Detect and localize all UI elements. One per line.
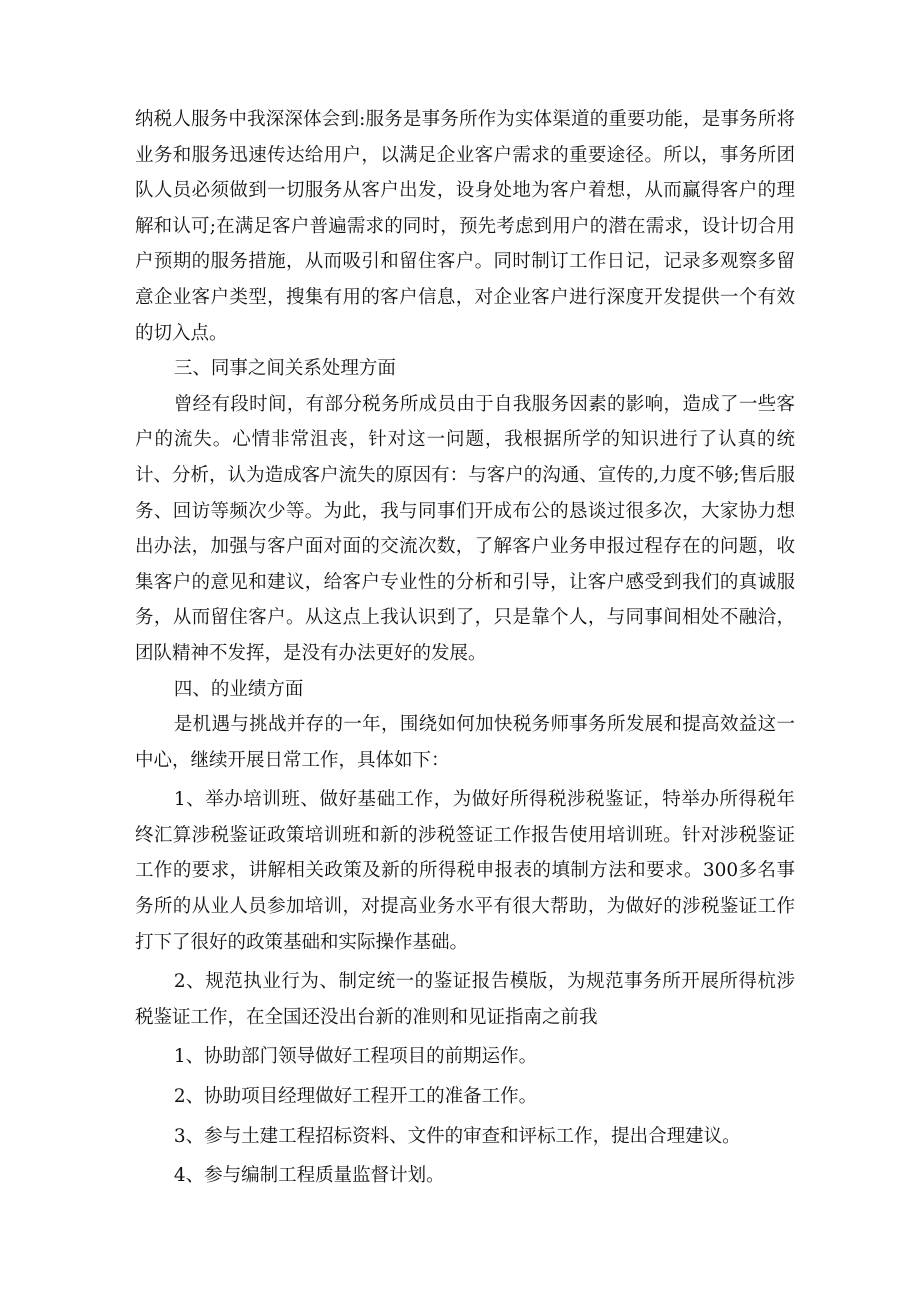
heading-performance: 四、的业绩方面 <box>173 678 304 700</box>
document-body <box>135 102 795 1194</box>
list-item-1: 1、协助部门领导做好工程项目的前期运作。 <box>173 1046 538 1068</box>
paragraph-customer-loss: 曾经有段时间，有部分税务所成员由于自我服务因素的影响，造成了一些客户的流失。心情非常沮丧，针对这一问题，我根据所学的知识进行了认真的统计、分析，认为造成客户流失的原因有：与客户的沟通、宣传的,力度不够;售后服务、回访等频次少等。为此，我与同事们开成布公的恳谈过很多次，大家协力想出办法，加强与客户面对面的交流次数，了解客户业务申报过程存在的问题，收集客户的意见和建议，给客户专业性的分析和引导，让客户感受到我们的真诚服务，从而留住客户。从这点上我认识到了，只是靠个人，与同事间相处不融洽，团队精神不发挥，是没有办法更好的发展。 <box>135 393 795 664</box>
paragraph-report-template: 2、规范执业行为、制定统一的鉴证报告模版，为规范事务所开展所得杭涉税鉴证工作，在全国还没出台新的准则和见证指南之前我 <box>135 971 795 1028</box>
paragraph-training: 1、举办培训班、做好基础工作，为做好所得税涉税鉴证，特举办所得税年终汇算涉税鉴证政策培训班和新的涉税签证工作报告使用培训班。针对涉税鉴证工作的要求，讲解相关政策及新的所得税申报表的填制方法和要求。300多名事务所的从业人员参加培训，对提高业务水平有很大帮助，为做好的涉税鉴证工作打下了很好的政策基础和实际操作基础。 <box>135 789 795 953</box>
list-item-4: 4、参与编制工程质量监督计划。 <box>173 1165 445 1187</box>
paragraph-service-experience: 纳税人服务中我深深体会到:服务是事务所作为实体渠道的重要功能，是事务所将业务和服务迅速传达给用户，以满足企业客户需求的重要途径。所以，事务所团队人员必须做到一切服务从客户出发，设身处地为客户着想，从而赢得客户的理解和认可;在满足客户普遍需求的同时，预先考虑到用户的潜在需求，设计切合用户预期的服务措施，从而吸引和留住客户。同时制订工作日记，记录多观察多留意企业客户类型，搜集有用的客户信息，对企业客户进行深度开发提供一个有效的切入点。 <box>135 109 795 344</box>
list-item-3: 3、参与土建工程招标资料、文件的审查和评标工作，提出合理建议。 <box>173 1125 741 1147</box>
list-item-2: 2、协助项目经理做好工程开工的准备工作。 <box>173 1086 538 1108</box>
paragraph-year-overview: 是机遇与挑战并存的一年，围绕如何加快税务师事务所发展和提高效益这一中心，继续开展日常工作，具体如下： <box>135 714 795 771</box>
heading-colleague-relations: 三、同事之间关系处理方面 <box>173 358 396 380</box>
